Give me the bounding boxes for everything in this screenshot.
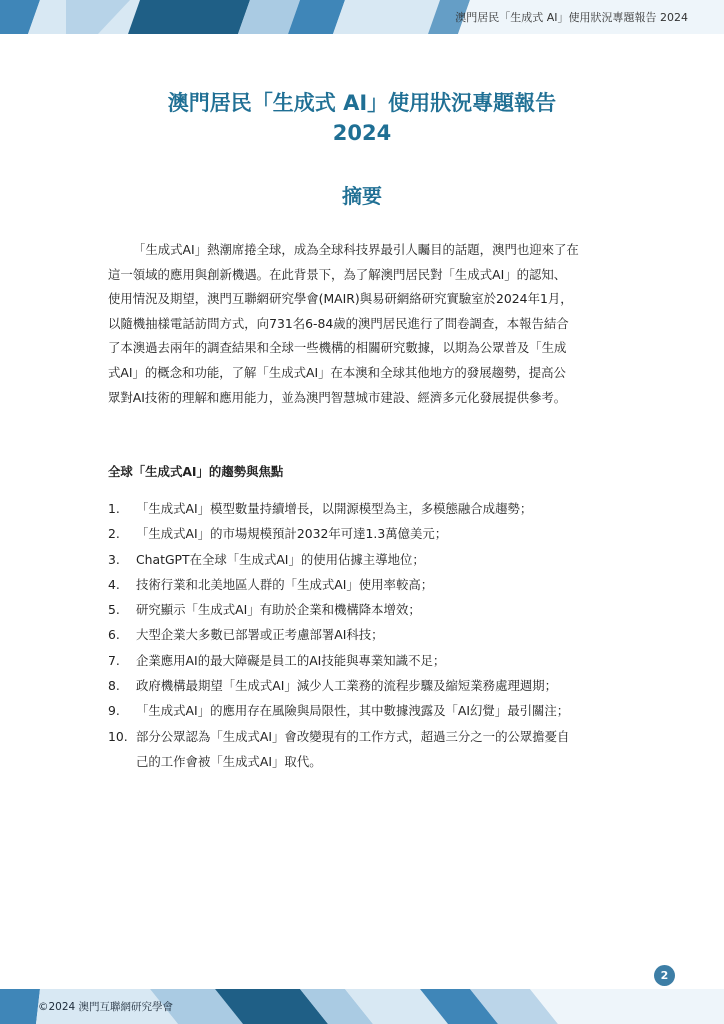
list-item-number: 7. <box>108 652 120 668</box>
footer-copyright: ©2024 澳門互聯網研究學會 <box>38 1001 174 1013</box>
abstract-heading: 摘要 <box>342 184 382 208</box>
list-item <box>108 698 623 723</box>
running-header: 澳門居民「生成式 AI」使用狀況專題報告 2024 <box>455 11 688 24</box>
list-item-number: 3. <box>108 551 120 567</box>
list-item-number: 4. <box>108 576 120 592</box>
list-item-number: 6. <box>108 627 120 643</box>
list-item-text: 研究顯示「生成式AI」有助於企業和機構降本增效； <box>136 602 421 618</box>
list-item-text: 企業應用AI的最大障礙是員工的AI技能與專業知識不足； <box>136 652 446 668</box>
abstract-line: 這一領域的應用與創新機遇。在此背景下，為了解澳門居民對「生成式AI」的認知、 <box>108 266 567 282</box>
report-title <box>0 88 724 148</box>
list-item-text: 技術行業和北美地區人群的「生成式AI」使用率較高； <box>136 576 434 592</box>
list-item <box>108 648 623 673</box>
abstract-line: 式AI」的概念和功能，了解「生成式AI」在本澳和全球其他地方的發展趨勢，提高公 <box>108 364 566 380</box>
list-item <box>108 622 623 647</box>
list-item-number: 9. <box>108 703 120 719</box>
list-item-text: 己的工作會被「生成式AI」取代。 <box>136 753 322 769</box>
list-item-number: 10. <box>108 728 128 744</box>
list-item-text: 「生成式AI」的市場規模預計2032年可達1.3萬億美元； <box>136 526 448 542</box>
abstract-line: 使用情況及期望，澳門互聯網研究學會(MAIR)與易研網絡研究實驗室於2024年1月， <box>108 291 573 307</box>
list-item <box>108 521 623 546</box>
list-item <box>108 547 623 572</box>
list-item-number: 2. <box>108 526 120 542</box>
list-item-number: 5. <box>108 602 120 618</box>
report-title-line1: 澳門居民「生成式 AI」使用狀況專題報告 <box>167 91 557 115</box>
list-item-text: 部分公眾認為「生成式AI」會改變現有的工作方式，超過三分之一的公眾擔憂自 <box>136 728 570 744</box>
list-item-text: 「生成式AI」的應用存在風險與局限性，其中數據洩露及「AI幻覺」最引關注； <box>136 703 570 719</box>
abstract-paragraph <box>108 238 618 410</box>
list-item-text: 「生成式AI」模型數量持續增長，以開源模型為主，多模態融合成趨勢； <box>136 501 533 516</box>
page-number-badge: 2 <box>654 965 675 986</box>
list-item-text: 政府機構最期望「生成式AI」減少人工業務的流程步驟及縮短業務處理週期； <box>136 678 558 694</box>
list-item <box>108 496 623 521</box>
report-title-year: 2024 <box>332 121 392 145</box>
list-item-number: 1. <box>108 501 120 516</box>
list-item <box>108 572 623 597</box>
list-item <box>108 673 623 698</box>
trends-list <box>108 496 623 774</box>
list-item <box>108 597 623 622</box>
list-item-text: ChatGPT在全球「生成式AI」的使用佔據主導地位； <box>136 551 425 567</box>
list-item-number: 8. <box>108 678 120 694</box>
list-item <box>108 724 623 775</box>
abstract-line: 「生成式AI」熱潮席捲全球，成為全球科技界最引人矚目的話題，澳門也迎來了在 <box>133 242 579 257</box>
list-item-text: 大型企業大多數已部署或正考慮部署AI科技； <box>136 627 384 643</box>
abstract-line: 了本澳過去兩年的調查結果和全球一些機構的相關研究數據，以期為公眾普及「生成 <box>108 340 567 356</box>
trends-heading: 全球「生成式AI」的趨勢與焦點 <box>108 464 284 479</box>
abstract-line: 以隨機抽樣電話訪問方式，向731名6-84歲的澳門居民進行了問卷調查，本報告結合 <box>108 315 569 331</box>
abstract-line: 眾對AI技術的理解和應用能力，並為澳門智慧城市建設、經濟多元化發展提供參考。 <box>108 389 567 405</box>
